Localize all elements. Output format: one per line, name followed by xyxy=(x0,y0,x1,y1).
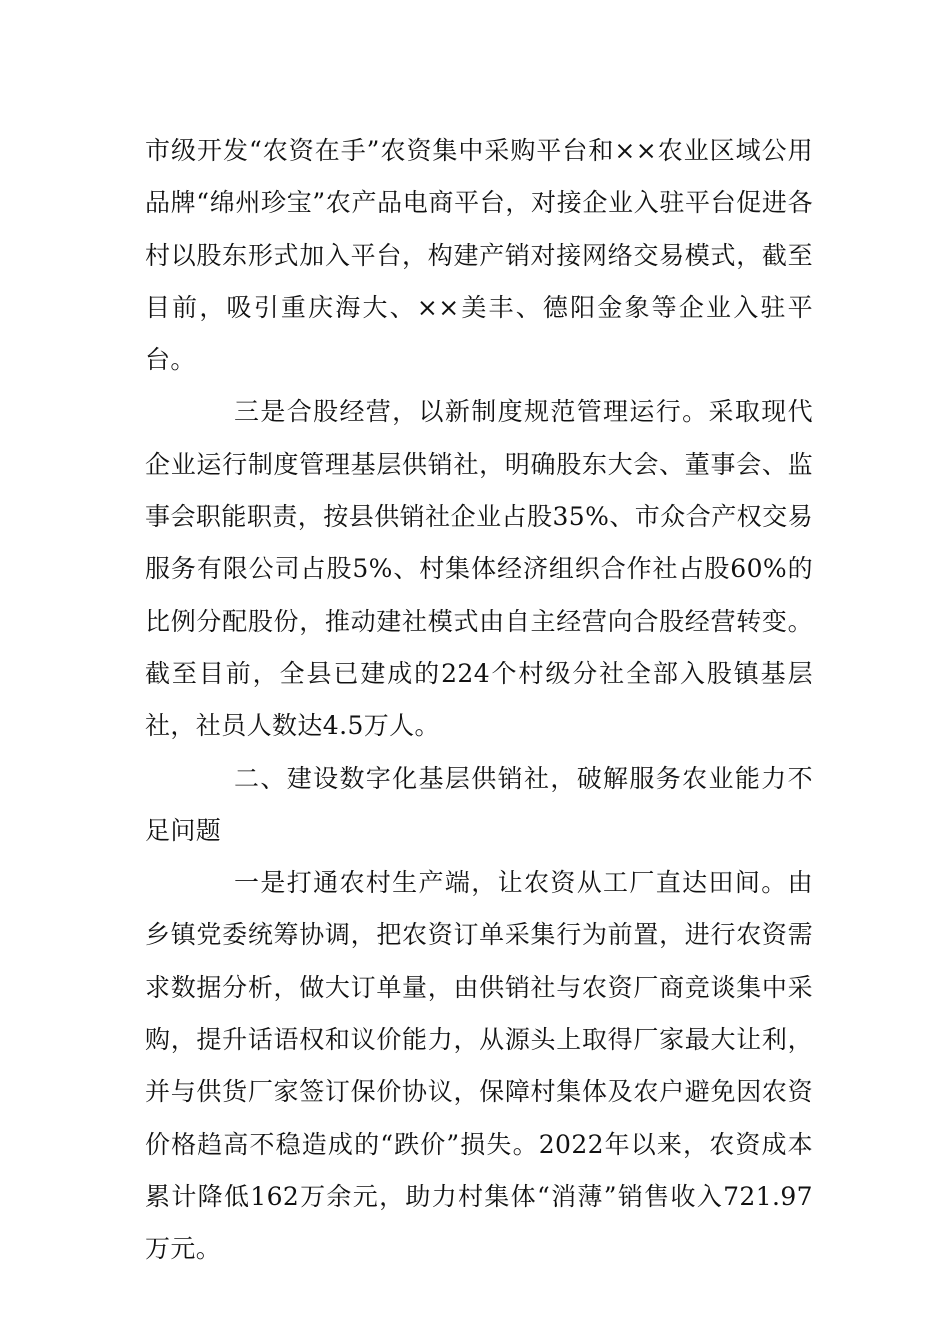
section-heading-digital-coop: 二、建设数字化基层供销社，破解服务农业能力不足问题 xyxy=(145,763,813,845)
document-body xyxy=(145,125,813,1276)
paragraph-platform-intro: 市级开发“农资在手”农资集中采购平台和××农业区域公用品牌“绵州珍宝”农产品电商平台，对接企业入驻平台促进各村以股东形式加入平台，构建产销对接网络交易模式，截至目前，吸引重庆海大、××美丰、德阳金象等企业入驻平台。 xyxy=(145,136,813,375)
paragraph-joint-stock-operation: 三是合股经营，以新制度规范管理运行。采取现代企业运行制度管理基层供销社，明确股东大会、董事会、监事会职能职责，按县供销社企业占股35%、市众合产权交易服务有限公司占股5%、村集体经济组织合作社占股60%的比例分配股份，推动建社模式由自主经营向合股经营转变。截至目前，全县已建成的224个村级分社全部入股镇基层社，社员人数达4.5万人。 xyxy=(145,397,813,741)
paragraph-production-end: 一是打通农村生产端，让农资从工厂直达田间。由乡镇党委统筹协调，把农资订单采集行为前置，进行农资需求数据分析，做大订单量，由供销社与农资厂商竞谈集中采购，提升话语权和议价能力，从源头上取得厂家最大让利，并与供货厂家签订保价协议，保障村集体及农户避免因农资价格趋高不稳造成的“跌价”损失。2022年以来，农资成本累计降低162万余元，助力村集体“消薄”销售收入721.97万元。 xyxy=(145,868,813,1264)
